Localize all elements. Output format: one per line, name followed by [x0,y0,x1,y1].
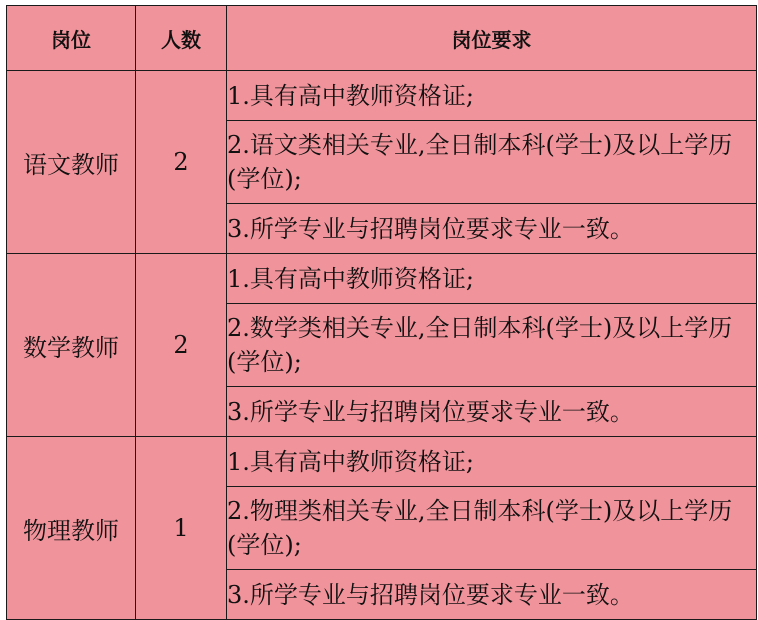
table-row [7,254,757,304]
requirement-cell: 1.具有高中教师资格证; [227,71,757,121]
requirement-cell: 3.所学专业与招聘岗位要求专业一致。 [227,204,757,254]
header-position: 岗位 [7,6,136,71]
requirement-cell: 3.所学专业与招聘岗位要求专业一致。 [227,570,757,620]
position-cell: 语文教师 [7,71,136,254]
requirement-cell: 1.具有高中教师资格证; [227,437,757,487]
position-cell: 数学教师 [7,254,136,437]
table-row [7,71,757,121]
header-requirements: 岗位要求 [227,6,757,71]
count-cell: 2 [136,254,227,437]
requirement-cell: 3.所学专业与招聘岗位要求专业一致。 [227,387,757,437]
requirement-cell: 2.物理类相关专业,全日制本科(学士)及以上学历(学位); [227,487,757,570]
requirement-cell: 2.数学类相关专业,全日制本科(学士)及以上学历(学位); [227,304,757,387]
header-count: 人数 [136,6,227,71]
header-row [7,6,757,71]
requirement-cell: 2.语文类相关专业,全日制本科(学士)及以上学历(学位); [227,121,757,204]
position-cell: 物理教师 [7,437,136,620]
recruitment-table [6,5,757,620]
table-row [7,437,757,487]
count-cell: 2 [136,71,227,254]
requirement-cell: 1.具有高中教师资格证; [227,254,757,304]
count-cell: 1 [136,437,227,620]
